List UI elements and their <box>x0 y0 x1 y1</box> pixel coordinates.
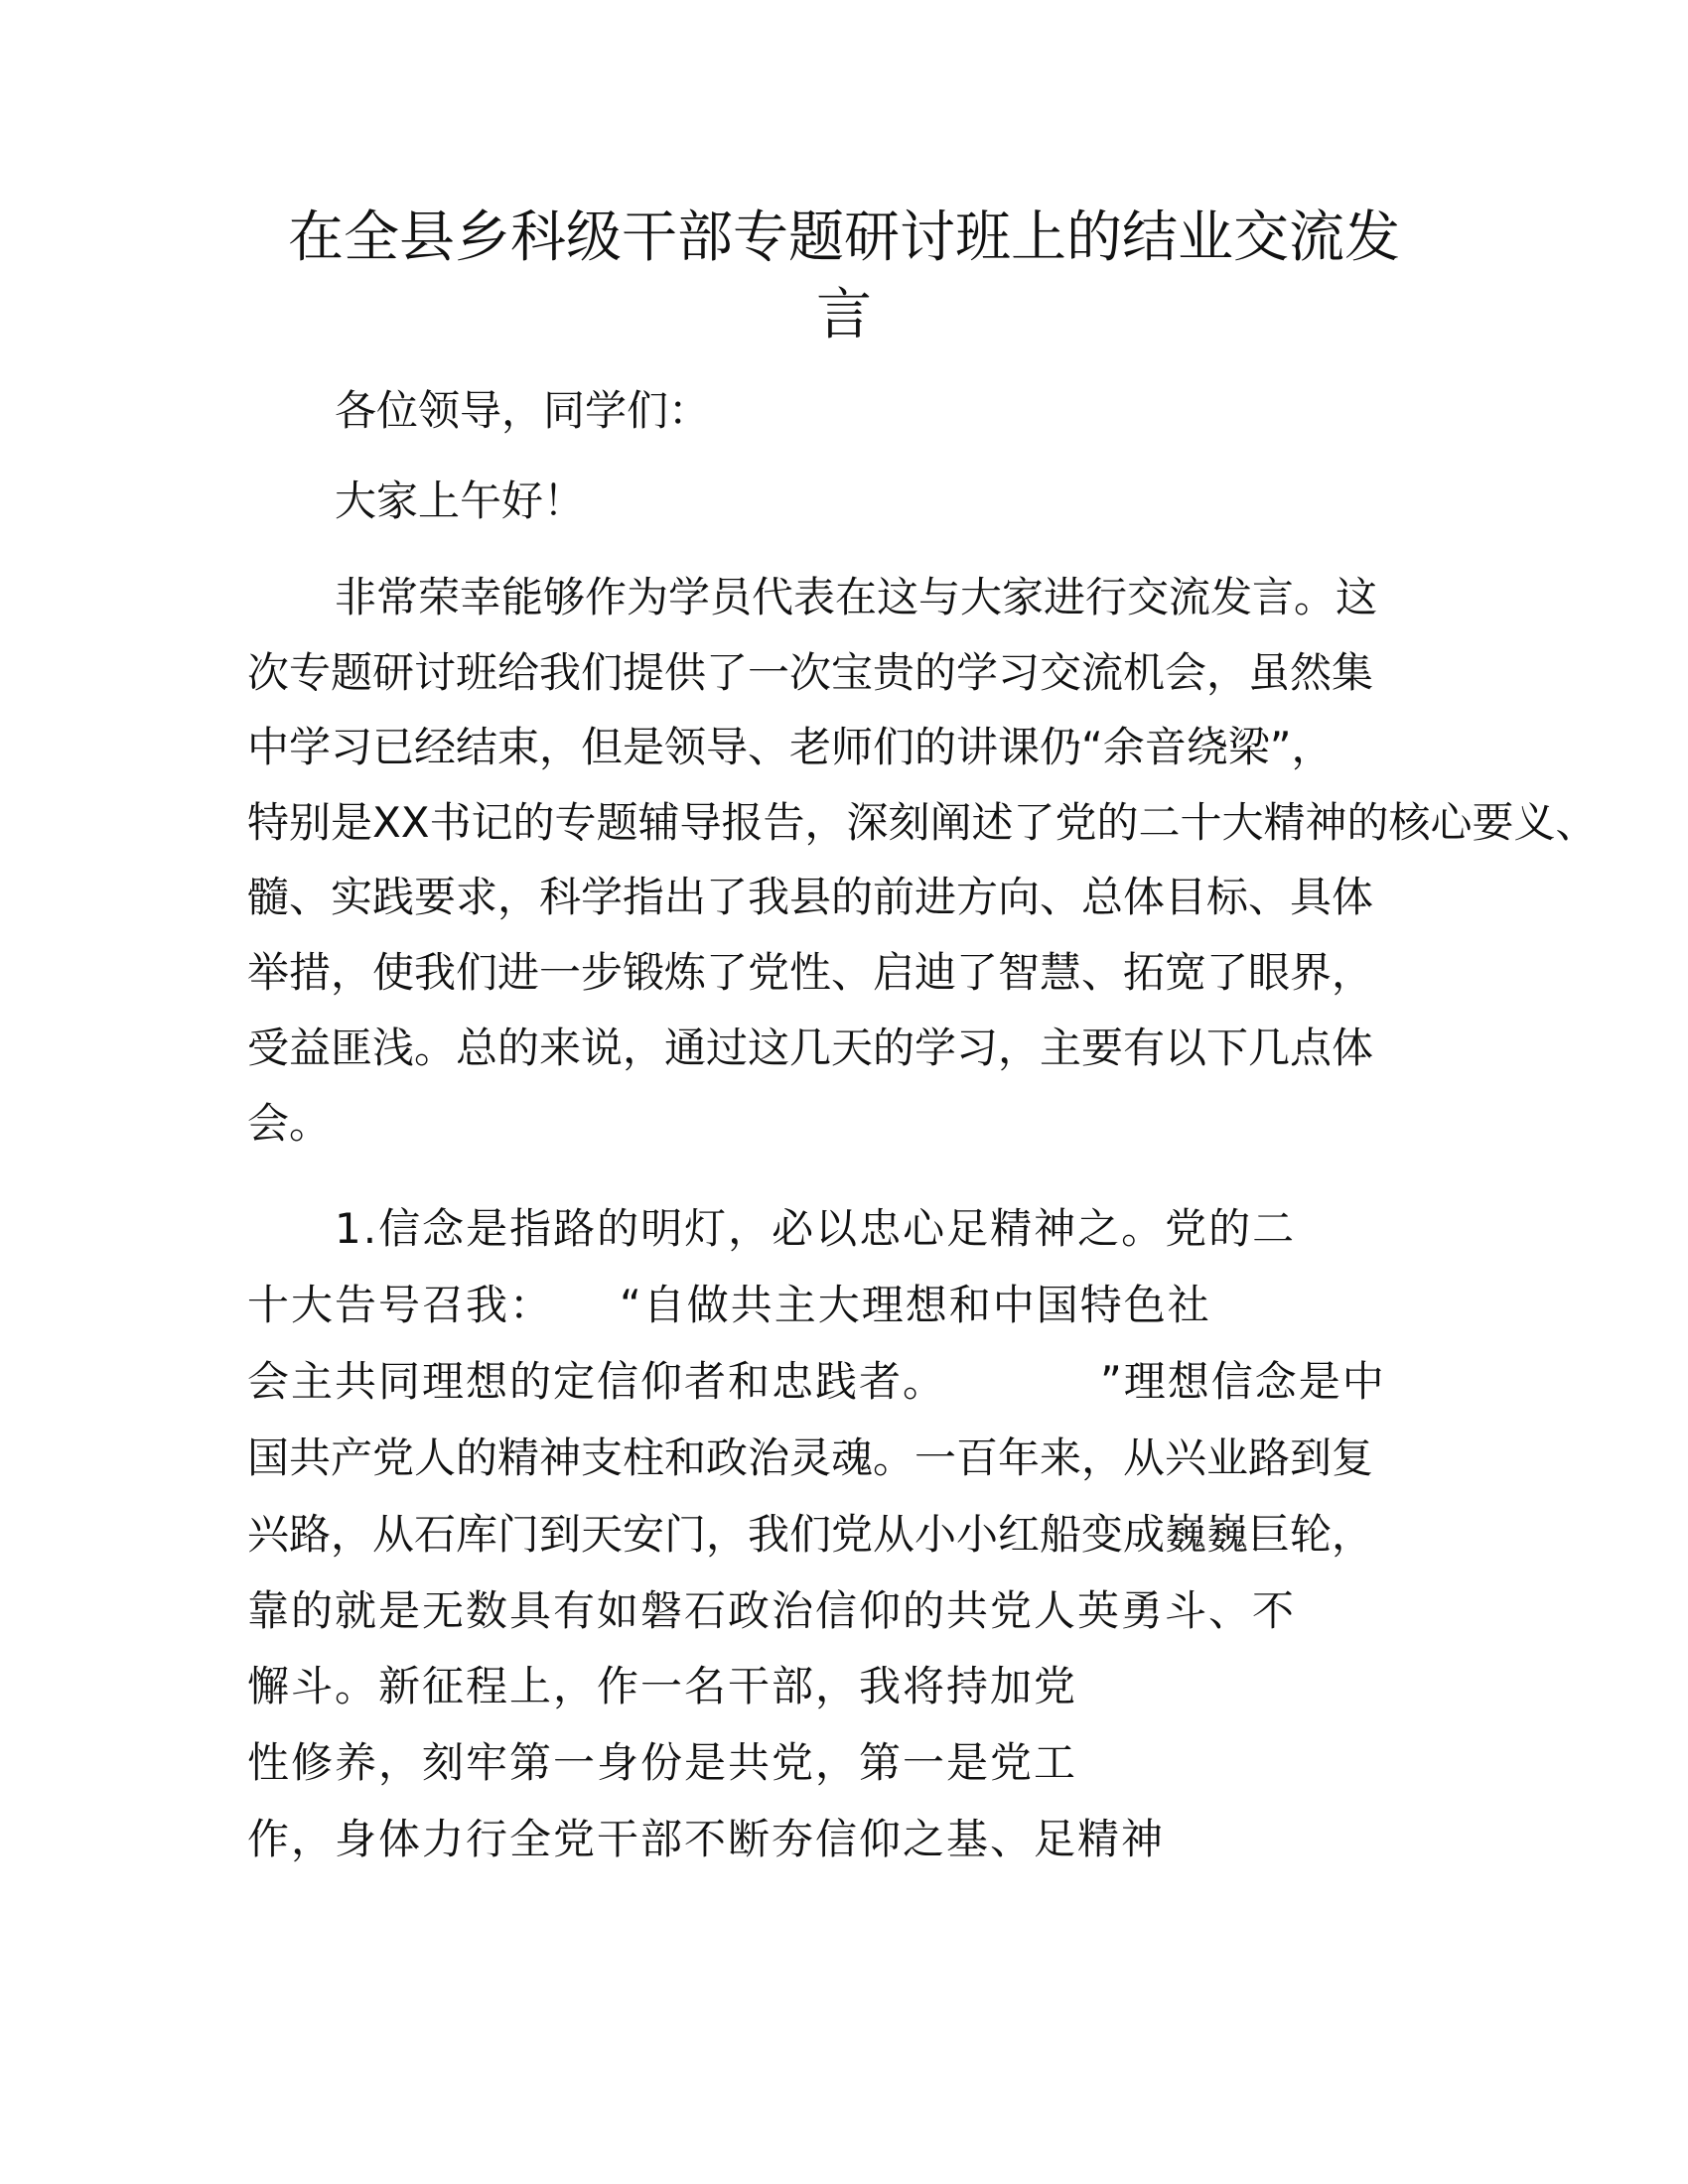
greeting: 大家上午好！ <box>335 477 586 525</box>
document-title-line-1: 在全县乡科级干部专题研讨班上的结业交流发 <box>288 205 1400 270</box>
paragraph-2-line: 十大告号召我： “自做共主大理想和中国特色社 <box>247 1281 1211 1329</box>
paragraph-1-line: 举措，使我们进一步锻炼了党性、启迪了智慧、拓宽了眼界， <box>247 948 1374 997</box>
paragraph-2-line: 兴路，从石库门到天安门，我们党从小小红船变成巍巍巨轮， <box>247 1510 1374 1559</box>
paragraph-1-line: 会。 <box>247 1099 332 1148</box>
paragraph-1-line: 次专题研讨班给我们提供了一次宝贵的学习交流机会，虽然集 <box>247 648 1374 697</box>
paragraph-2-line: 作，身体力行全党干部不断夯信仰之基、足精神 <box>247 1815 1166 1863</box>
paragraph-2-line: 国共产党人的精神支柱和政治灵魂。一百年来，从兴业路到复 <box>247 1433 1374 1482</box>
paragraph-2-line: 懈斗。新征程上，作一名干部，我将持加党 <box>247 1662 1078 1710</box>
paragraph-1-line: 非常荣幸能够作为学员代表在这与大家进行交流发言。这 <box>335 573 1378 621</box>
paragraph-2-line: 靠的就是无数具有如磐石政治信仰的共党人英勇斗、不 <box>247 1586 1297 1635</box>
paragraph-2-line: 1.信念是指路的明灯，必以忠心足精神之。党的二 <box>335 1204 1297 1253</box>
paragraph-1-line: 髓、实践要求，科学指出了我县的前进方向、总体目标、具体 <box>247 873 1374 921</box>
document-title-line-2: 言 <box>816 283 872 347</box>
paragraph-2-line: 会主共同理想的定信仰者和忠践者。 ”理想信念是中 <box>247 1357 1386 1406</box>
salutation: 各位领导，同学们： <box>335 386 711 435</box>
paragraph-1-line: 特别是XX书记的专题辅导报告，深刻阐述了党的二十大精神的核心要义、 <box>247 798 1598 847</box>
paragraph-2-line: 性修养，刻牢第一身份是共党，第一是党工 <box>247 1738 1078 1787</box>
paragraph-1-line: 中学习已经结束，但是领导、老师们的讲课仍“余音绕梁”， <box>247 723 1334 771</box>
paragraph-1-line: 受益匪浅。总的来说，通过这几天的学习，主要有以下几点体 <box>247 1024 1374 1072</box>
